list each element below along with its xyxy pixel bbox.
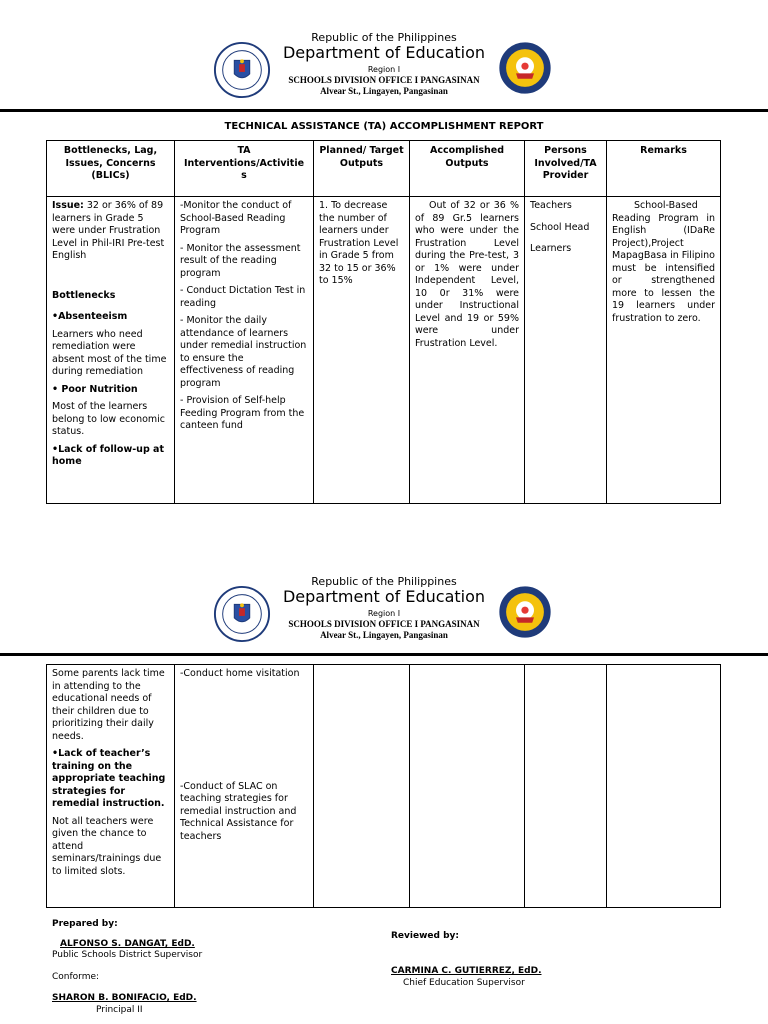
person-item: School Head (530, 221, 590, 233)
followup-heading: •Lack of follow-up at home (52, 443, 165, 467)
col-header-interventions: TA Interventions/Activitie s (175, 141, 314, 197)
accomplishment-table-page-2 (46, 664, 721, 908)
department-title: Department of Education (282, 587, 486, 606)
department-title: Department of Education (282, 43, 486, 62)
interventions-cell (175, 197, 314, 504)
intervention-item: - Monitor the assessment result of the reading program (180, 242, 301, 279)
division-text: SCHOOLS DIVISION OFFICE I PANGASINAN (288, 75, 480, 85)
intervention-item: - Conduct Dictation Test in reading (180, 285, 306, 309)
nutrition-heading: • Poor Nutrition (52, 383, 138, 395)
col-header-remarks: Remarks (607, 141, 721, 197)
reviewed-label: Reviewed by: (391, 931, 459, 941)
persons-cell (525, 665, 607, 908)
absenteeism-heading: •Absenteeism (52, 311, 128, 322)
prepared-name: ALFONSO S. DANGAT, EdD. (60, 939, 195, 949)
division-seal-icon (498, 585, 552, 639)
absenteeism-text: Learners who need remediation were absent most of the time during remediation (52, 328, 167, 377)
planned-cell (314, 197, 410, 504)
reviewed-title: Chief Education Supervisor (403, 978, 525, 988)
conforme-title: Principal II (96, 1005, 143, 1015)
accomplished-cell (410, 197, 525, 504)
reviewed-name: CARMINA C. GUTIERREZ, EdD. (391, 966, 542, 976)
issue-paragraph: Issue: 32 or 36% of 89 learners in Grade 5 were under Frustration Level in Phil-IRI Pre-test English (52, 200, 165, 261)
republic-text: Republic of the Philippines (311, 31, 457, 44)
training-text: Not all teachers were given the chance to attend seminars/trainings due to limited slots. (52, 815, 162, 877)
conforme-name: SHARON B. BONIFACIO, EdD. (52, 993, 197, 1003)
region-text: Region I (367, 609, 401, 618)
remarks-cell (607, 665, 721, 908)
remarks-text: School-Based Reading Program in English (IDaRe Project),Project MapagBasa in Filipino must be intensified or strengthened more to lessen the 19 learners under frustration to zero. (612, 200, 715, 324)
persons-cell (525, 197, 607, 504)
republic-text: Republic of the Philippines (311, 575, 457, 588)
nutrition-text: Most of the learners belong to low economic status. (52, 401, 166, 437)
address-text: Alvear St., Lingayen, Pangasinan (320, 86, 448, 96)
division-seal-icon (498, 41, 552, 95)
header-rule (0, 653, 768, 656)
person-item: Learners (530, 243, 572, 254)
intervention-item: - Monitor the daily attendance of learners under remedial instruction to ensure the effectiveness of reading program (180, 315, 307, 389)
parents-text: Some parents lack time in attending to the educational needs of their children due to prioritizing their daily needs. (52, 668, 165, 742)
prepared-title: Public Schools District Supervisor (52, 950, 203, 960)
col-header-persons: Persons Involved/TA Provider (525, 141, 607, 197)
intervention-item: -Monitor the conduct of School-Based Reading Program (180, 200, 292, 236)
accomplishment-table-page-1 (46, 140, 721, 504)
blics-cell (47, 197, 175, 504)
remarks-cell (607, 197, 721, 504)
col-header-planned: Planned/ Target Outputs (314, 141, 410, 197)
planned-cell (314, 665, 410, 908)
deped-seal-icon (213, 41, 271, 99)
report-title: TECHNICAL ASSISTANCE (TA) ACCOMPLISHMENT REPORT (224, 121, 544, 132)
address-text: Alvear St., Lingayen, Pangasinan (320, 630, 448, 640)
planned-text: 1. To decrease the number of learners under Frustration Level in Grade 5 from 32 to 15 or 36% to 15% (319, 200, 399, 286)
deped-seal-icon (213, 585, 271, 643)
intervention-item: -Conduct of SLAC on teaching strategies for remedial instruction and Technical Assistance for teachers (180, 780, 297, 842)
interventions-cell (175, 665, 314, 908)
prepared-label: Prepared by: (52, 919, 118, 929)
accomplished-text: Out of 32 or 36 % of 89 Gr.5 learners who were under the Frustration Level during the Pre-test, 3 or 1% were under Independent Level, 10 0r 31% were under Instructional Level and 19 or 59% were under Frustration Level. (415, 200, 519, 349)
bottlenecks-heading: Bottlenecks (52, 289, 116, 301)
accomplished-cell (410, 665, 525, 908)
header-rule (0, 109, 768, 112)
intervention-item: -Conduct home visitation (180, 668, 300, 679)
blics-cell (47, 665, 175, 908)
person-item: Teachers (530, 200, 572, 211)
training-heading: •Lack of teacher’s training on the appropriate teaching strategies for remedial instruction. (52, 748, 166, 809)
col-header-accomplished: Accomplished Outputs (410, 141, 525, 197)
conforme-label: Conforme: (52, 972, 100, 982)
col-header-blics: Bottlenecks, Lag, Issues, Concerns (BLICs) (47, 141, 175, 197)
intervention-item: - Provision of Self-help Feeding Program from the canteen fund (180, 395, 305, 431)
division-text: SCHOOLS DIVISION OFFICE I PANGASINAN (288, 619, 480, 629)
region-text: Region I (367, 65, 401, 74)
